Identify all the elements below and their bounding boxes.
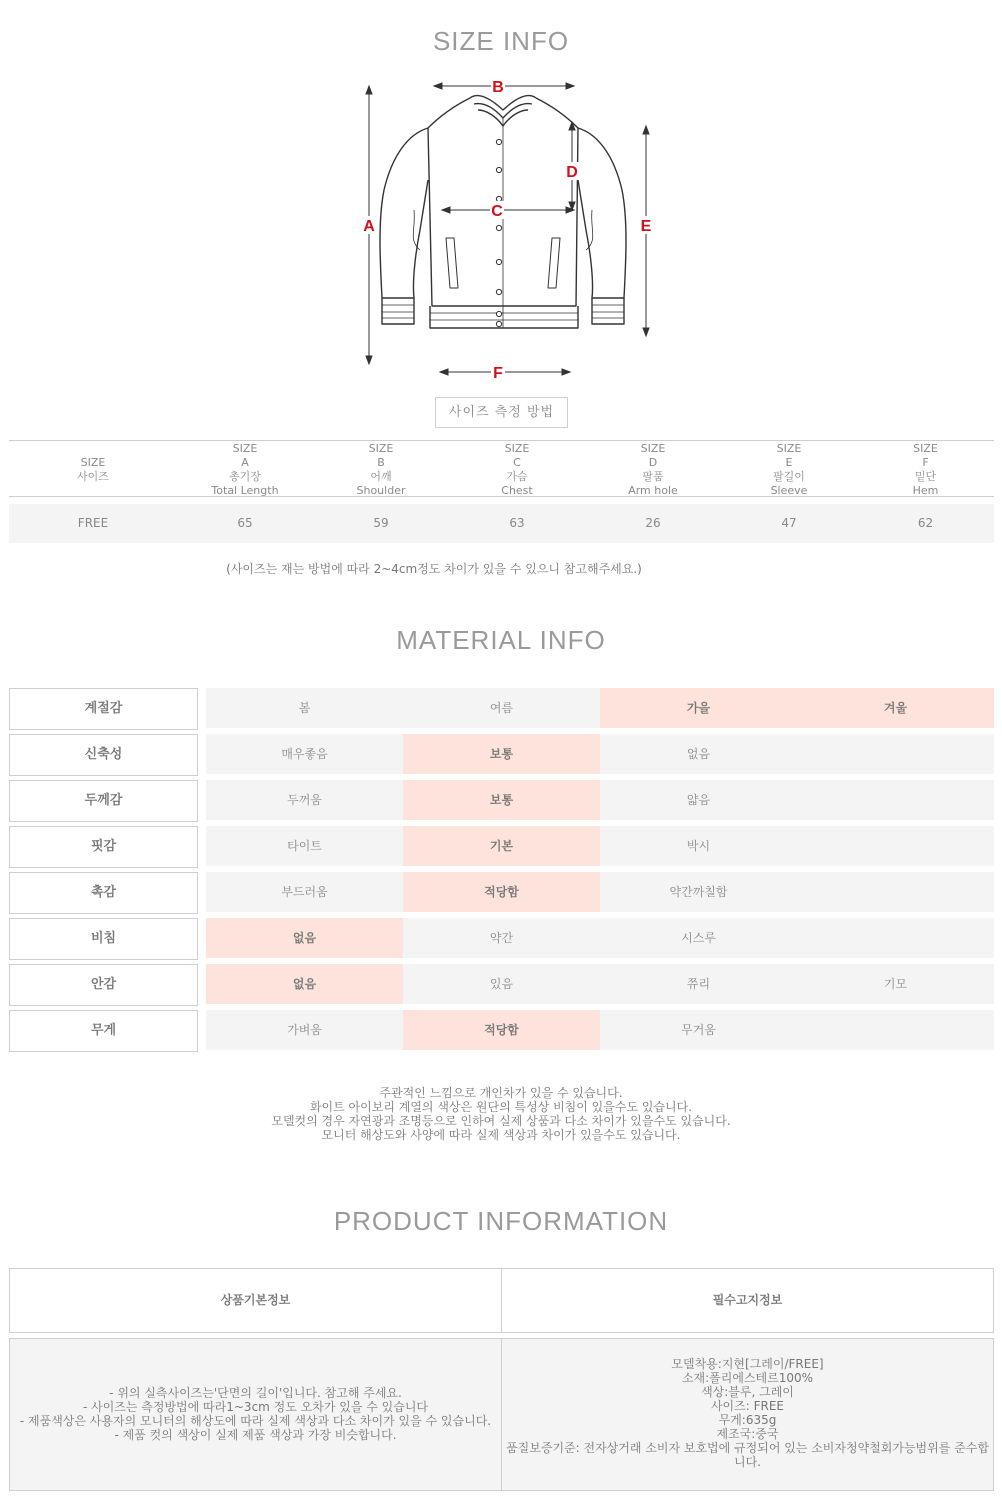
material-note-line: 화이트 아이보리 계열의 색상은 원단의 특성상 비침이 있을수도 있습니다. xyxy=(309,1100,693,1114)
left-lines-line: - 제품색상은 사용자의 모니터의 해상도에 따라 실제 색상과 다소 차이가 있을 수 있습니다. xyxy=(19,1414,492,1428)
right-lines-line: 색상:블루, 그레이 xyxy=(701,1385,794,1399)
material-options xyxy=(206,1010,994,1050)
size-header-text: SIZE xyxy=(776,442,802,455)
size-header-text: 팔길이 xyxy=(773,470,805,483)
material-option: 없음 xyxy=(686,747,711,761)
material-options xyxy=(206,918,994,958)
size-header-text: Chest xyxy=(501,484,533,497)
left-lines-line: - 위의 실측사이즈는'단면의 길이'입니다. 참고해 주세요. xyxy=(109,1386,402,1400)
required-info-header: 필수고지정보 xyxy=(501,1268,994,1333)
material-option-selected: 겨울 xyxy=(797,688,994,728)
material-option xyxy=(797,872,994,912)
jacket-measurement-diagram xyxy=(350,70,660,390)
size-header-text: 팔품 xyxy=(642,470,664,483)
size-header-text: Total Length xyxy=(211,484,279,497)
material-option-selected: 보통 xyxy=(403,780,600,820)
size-header-text: B xyxy=(377,456,385,469)
size-value-cell: 62 xyxy=(917,516,934,530)
material-option: 매우좋음 xyxy=(281,747,328,761)
material-row-label: 두께감 xyxy=(9,780,198,822)
material-options xyxy=(206,964,994,1004)
material-row-label: 신축성 xyxy=(9,734,198,776)
material-note-line: 주관적인 느낌으로 개인차가 있을 수 있습니다. xyxy=(379,1086,623,1100)
material-note-line: 모델컷의 경우 자연광과 조명등으로 인하여 실제 상품과 다소 차이가 있을수도 있습니다. xyxy=(271,1114,731,1128)
size-header-text: E xyxy=(785,456,793,469)
material-note-line: 모니터 해상도와 사양에 따라 실제 색상과 차이가 있을수도 있습니다. xyxy=(321,1128,681,1142)
material-row-label: 촉감 xyxy=(9,872,198,914)
material-row-label: 계절감 xyxy=(9,688,198,730)
material-option-selected: 적당함 xyxy=(403,1010,600,1050)
material-option: 있음 xyxy=(489,977,514,991)
material-option: 봄 xyxy=(298,701,311,715)
size-table-header xyxy=(9,440,994,497)
material-option xyxy=(797,826,994,866)
size-header-text: F xyxy=(922,456,929,469)
size-note: (사이즈는 재는 방법에 따라 2~4cm정도 차이가 있을 수 있으니 참고해주세요.) xyxy=(226,562,642,576)
material-option: 가벼움 xyxy=(287,1023,322,1037)
size-header-cell xyxy=(857,441,994,498)
material-option xyxy=(797,918,994,958)
label-e: E xyxy=(640,218,652,235)
material-option xyxy=(797,734,994,774)
material-notes xyxy=(0,1086,1002,1142)
size-header-cell xyxy=(585,441,721,498)
material-row xyxy=(9,964,994,1006)
basic-info-body xyxy=(9,1338,502,1491)
left-lines-line: - 사이즈는 측정방법에 따라1~3cm 정도 오차가 있을 수 있습니다 xyxy=(82,1400,429,1414)
material-option: 무거움 xyxy=(681,1023,716,1037)
right-lines-line: 모델착용:지현[그레이/FREE] xyxy=(671,1357,824,1371)
size-header-cell xyxy=(313,441,449,498)
size-header-cell xyxy=(177,441,313,498)
size-table xyxy=(9,440,994,543)
size-header-text: SIZE xyxy=(913,442,938,455)
material-row-label: 무게 xyxy=(9,1010,198,1052)
label-c: C xyxy=(491,203,503,220)
size-value-cell: 59 xyxy=(373,516,389,530)
material-options xyxy=(206,688,994,728)
size-header-text: SIZE xyxy=(640,442,666,455)
size-value-cell: 65 xyxy=(237,516,253,530)
material-option: 여름 xyxy=(489,701,514,715)
material-options xyxy=(206,780,994,820)
product-information-title: PRODUCT INFORMATION xyxy=(333,1206,669,1236)
material-options xyxy=(206,734,994,774)
material-option: 박시 xyxy=(686,839,711,853)
size-table-values xyxy=(9,504,994,543)
size-header-cell xyxy=(721,441,857,498)
label-d: D xyxy=(566,164,578,181)
size-header-text: Shoulder xyxy=(356,484,406,497)
size-header-text: Arm hole xyxy=(628,484,678,497)
size-header-text: SIZE xyxy=(80,456,106,469)
required-info-body xyxy=(501,1338,994,1491)
size-header-text: C xyxy=(513,456,521,469)
material-option: 약간 xyxy=(489,931,514,945)
right-lines-line: 품질보증기준: 전자상거래 소비자 보호법에 규정되어 있는 소비자청약철회가능범위를 준수합니다. xyxy=(506,1441,989,1469)
material-option: 쮸리 xyxy=(686,977,711,991)
material-option-selected: 기본 xyxy=(403,826,600,866)
size-header-text: 총기장 xyxy=(229,470,261,483)
size-header-text: Sleeve xyxy=(770,484,808,497)
size-value-cell: FREE xyxy=(77,516,109,530)
label-a: A xyxy=(363,218,375,235)
size-header-text: 사이즈 xyxy=(77,470,109,483)
size-header-text: SIZE xyxy=(504,442,530,455)
right-lines-line: 사이즈: FREE xyxy=(710,1399,785,1413)
size-info-title: SIZE INFO xyxy=(432,26,570,56)
material-options xyxy=(206,826,994,866)
material-option: 약간까칠함 xyxy=(669,885,728,899)
size-header-cell xyxy=(9,441,177,484)
right-lines-line: 무게:635g xyxy=(718,1413,777,1427)
material-option: 타이트 xyxy=(287,839,322,853)
material-option-selected: 없음 xyxy=(206,918,403,958)
size-header-text: A xyxy=(241,456,249,469)
material-row xyxy=(9,734,994,776)
basic-info-header: 상품기본정보 xyxy=(9,1268,502,1333)
size-header-cell xyxy=(449,441,585,498)
material-row-label: 비침 xyxy=(9,918,198,960)
right-lines-line: 소재:폴리에스테르100% xyxy=(681,1371,814,1385)
material-option: 부드러움 xyxy=(281,885,328,899)
material-option-selected: 적당함 xyxy=(403,872,600,912)
material-row xyxy=(9,826,994,868)
material-row xyxy=(9,1010,994,1052)
size-header-text: D xyxy=(648,456,658,469)
material-option: 얇음 xyxy=(686,793,711,807)
size-header-text: 어깨 xyxy=(370,470,392,483)
size-header-text: SIZE xyxy=(368,442,394,455)
material-row xyxy=(9,918,994,960)
material-option: 두꺼움 xyxy=(287,793,322,807)
material-row-label: 안감 xyxy=(9,964,198,1006)
size-header-text: SIZE xyxy=(232,442,258,455)
material-row xyxy=(9,688,994,730)
material-row xyxy=(9,780,994,822)
material-option xyxy=(797,780,994,820)
material-option-selected: 보통 xyxy=(403,734,600,774)
size-value-cell: 47 xyxy=(781,516,797,530)
material-option-selected: 가을 xyxy=(600,688,797,728)
material-option: 기모 xyxy=(883,977,908,991)
label-b: B xyxy=(492,79,504,96)
right-lines-line: 제조국:중국 xyxy=(716,1427,779,1441)
material-options xyxy=(206,872,994,912)
material-option xyxy=(797,1010,994,1050)
product-information-table xyxy=(9,1268,994,1491)
size-header-text: Hem xyxy=(912,484,939,497)
label-f: F xyxy=(493,365,503,382)
measure-method-button[interactable]: 사이즈 측정 방법 xyxy=(435,397,568,428)
material-row-label: 핏감 xyxy=(9,826,198,868)
material-row xyxy=(9,872,994,914)
material-option: 시스루 xyxy=(681,931,716,945)
left-lines-line: - 제품 컷의 색상이 실제 제품 색상과 가장 비슷합니다. xyxy=(114,1428,397,1442)
size-header-text: 밑단 xyxy=(914,470,937,483)
size-value-cell: 63 xyxy=(509,516,525,530)
size-header-text: 가슴 xyxy=(506,470,528,483)
material-info-title: MATERIAL INFO xyxy=(396,625,606,655)
material-option-selected: 없음 xyxy=(206,964,403,1004)
size-value-cell: 26 xyxy=(645,516,661,530)
